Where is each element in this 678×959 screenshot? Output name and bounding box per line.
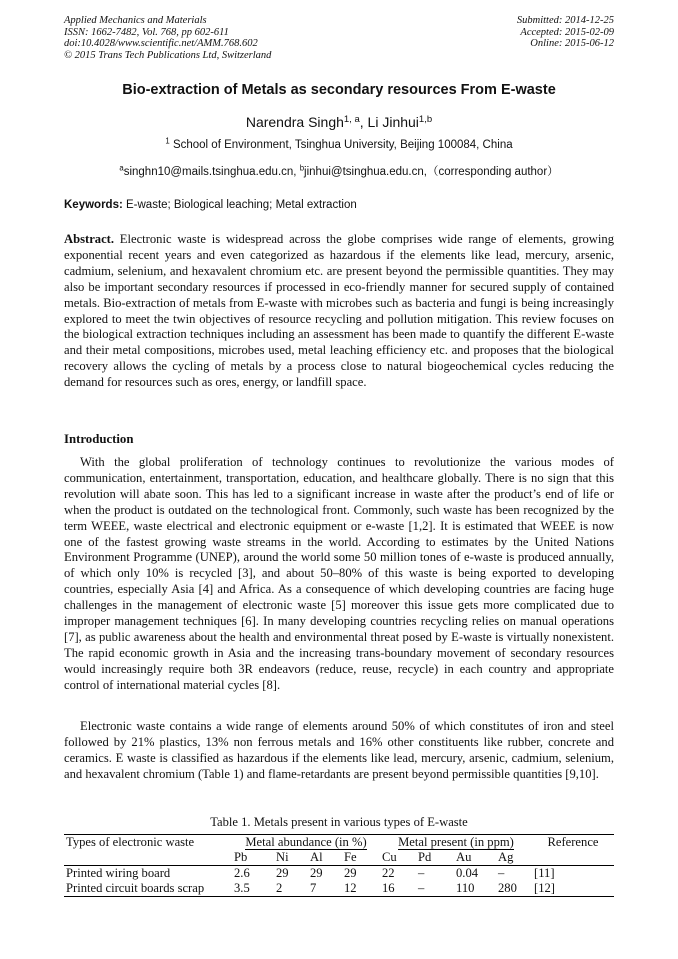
abstract-text: Electronic waste is widespread across the globe comprises wide range of elements, growing exponential recent years and even categorized as hazardous if the elements like lead, mercury, arsenic, cadmium, selenium, and hexavalent chromium etc. are present beyond the permissible quantities. They may also be important secondary resources if processed in eco-friendly manner for secured supply of contained metals. Bio-extraction of metals from E-waste with microbes such as bacteria and fungi is being increasingly explored to meet the twin objectives of resource recycling and pollution mitigation. This review focuses on the biological extraction techniques including an assessment has been made to quantify the different E-waste and their metal compositions, microbes used, metal leaching efficiency etc. and proposes that the biological recovery allows the cycling of metals by a process close to natural biogeochemical cycles reducing the demand for resources such as ores, energy, or landfill space. (64, 232, 614, 390)
table-cell: 2.6 (234, 866, 250, 880)
copyright-line: © 2015 Trans Tech Publications Ltd, Switzerland (64, 49, 272, 61)
table-cell: 3.5 (234, 881, 250, 895)
section-heading-introduction: Introduction (64, 432, 134, 446)
author-name: Li Jinhui (367, 114, 419, 130)
table-cell: 22 (382, 866, 395, 880)
author-emails (0, 163, 678, 179)
metals-table (64, 834, 614, 897)
email-mark: a (119, 163, 124, 173)
author-list (0, 114, 678, 130)
keywords (64, 199, 357, 211)
column-header-metal: Ni (276, 850, 289, 864)
email-text: singhn10@mails.tsinghua.edu.cn, (123, 166, 300, 178)
table-row (64, 866, 614, 882)
table-cell-type: Printed wiring board (66, 866, 171, 880)
table-cell: 29 (310, 866, 323, 880)
table-cell: – (418, 881, 425, 895)
email-text: jinhui@tsinghua.edu.cn,（corresponding author） (304, 166, 559, 178)
online-date: Online: 2015-06-12 (530, 38, 614, 49)
table-cell: – (498, 866, 505, 880)
table-header-row (64, 835, 614, 851)
column-header-metal: Cu (382, 850, 397, 864)
author-affiliation-mark: 1,b (418, 113, 433, 125)
column-header-type: Types of electronic waste (66, 835, 195, 849)
table-cell: 16 (382, 881, 395, 895)
abstract (64, 232, 614, 391)
table-caption: Table 1. Metals present in various types of E-waste (210, 815, 468, 829)
table-cell: 12 (344, 881, 357, 895)
journal-info (64, 15, 271, 61)
table-cell-type: Printed circuit boards scrap (66, 881, 205, 895)
affiliation (0, 136, 678, 151)
table-cell: 2 (276, 881, 283, 895)
accepted-date: Accepted: 2015-02-09 (520, 26, 614, 38)
column-group-present: Metal present (in ppm) (398, 835, 514, 849)
column-header-metal: Fe (344, 850, 357, 864)
column-header-metal: Pb (234, 850, 248, 864)
column-header-metal: Au (456, 850, 472, 864)
paper-title: Bio-extraction of Metals as secondary resources From E-waste (122, 82, 556, 98)
abstract-label: Abstract. (64, 232, 115, 246)
table-cell-reference: [11] (534, 866, 555, 880)
issn-line: ISSN: 1662-7482, Vol. 768, pp 602-611 (64, 26, 229, 38)
email-mark: b (299, 163, 305, 173)
column-header-reference: Reference (547, 835, 599, 849)
table-cell: 280 (498, 881, 517, 895)
column-group-abundance: Metal abundance (in %) (245, 835, 367, 849)
table-cell: 0.04 (456, 866, 479, 880)
affiliation-mark: 1 (165, 136, 170, 146)
table-cell: 110 (456, 881, 475, 895)
column-header-metal: Pd (418, 850, 432, 864)
author-affiliation-mark: 1, a (343, 113, 360, 125)
submitted-date: Submitted: 2014-12-25 (516, 15, 614, 26)
column-header-metal: Al (310, 850, 323, 864)
doi-line: doi:10.4028/www.scientific.net/AMM.768.602 (64, 38, 258, 49)
affiliation-text: School of Environment, Tsinghua University, Beijing 100084, China (169, 139, 513, 151)
table-cell: 29 (344, 866, 357, 880)
table-row (64, 881, 614, 897)
author-separator: , (359, 114, 368, 130)
table-cell: 29 (276, 866, 289, 880)
author-name: Narendra Singh (245, 114, 344, 130)
table-metals-row (64, 850, 614, 866)
intro-paragraph-2: Electronic waste contains a wide range of elements around 50% of which constitutes of iron and steel followed by 21% plastics, 13% non ferrous metals and 16% other constituents like rubber, concrete and ceramics. E waste is classified as hazardous if the elements like lead, mercury, arsenic, cadmium, selenium, and hexavalent chromium (Table 1) and flame-retardants are present beyond permissible quantities [9,10]. (64, 719, 614, 781)
keywords-label: Keywords: (64, 199, 123, 211)
submission-dates (517, 15, 614, 50)
keywords-text: E-waste; Biological leaching; Metal extraction (122, 199, 357, 211)
column-header-metal: Ag (498, 850, 514, 864)
table-cell: 7 (310, 881, 317, 895)
table-cell-reference: [12] (534, 881, 555, 895)
table-cell: – (418, 866, 425, 880)
intro-paragraph-1: With the global proliferation of technology continues to revolutionize the various modes of communication, entertainment, transportation, education, and healthcare globally. There is no sign that this revolution will abate soon. This has led to a significant increase in waste after the product’s end of life or when the product is outdated on the technological front. Commonly, such waste has been recognized by the term WEEE, waste electrical and electronic equipment or e-waste [1,2]. It is estimated that WEEE is now one of the fastest growing waste streams in the world. According to estimates by the United Nations Environment Programme (UNEP), around the world some 50 million tones of e-waste is produced annually, of which only 10% is recycled [3], and about 50–80% of this waste is being exported to developing countries, especially Asia [4] and Africa. As a consequence of which developing countries are facing huge challenges in the management of electronic waste [5] moreover this issue gets more complicated due to improper management techniques [6]. In many developing countries recycling relies on manual operations [7], as public awareness about the health and environmental threat posed by E-waste is virtually nonexistent. The rapid economic growth in Asia and the increasing trans-boundary movement of secondary resources would increasingly require both 3R endeavors (reduce, reuse, recycle) in each country and appropriate control of international material cycles [8]. (64, 455, 614, 692)
journal-name: Applied Mechanics and Materials (64, 15, 207, 26)
